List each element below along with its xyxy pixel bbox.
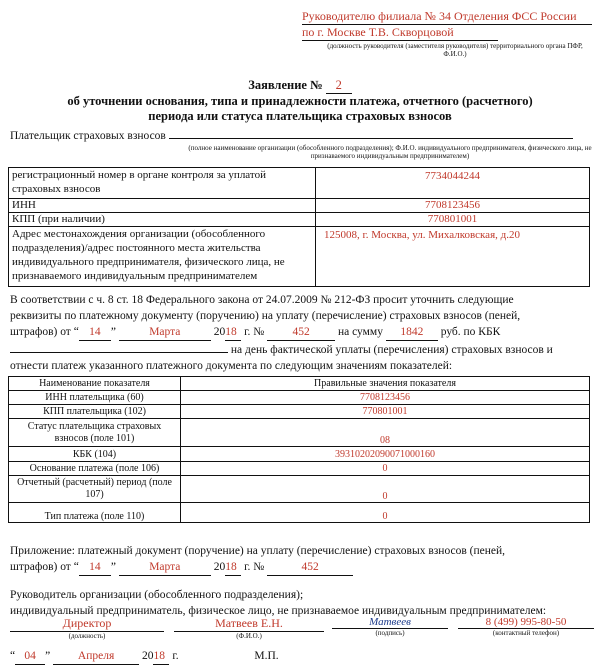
signature-line1: Руководитель организации (обособленного подразделения); [10, 589, 304, 601]
para-year: 18 [225, 324, 241, 341]
date-year-prefix: 20 [141, 650, 154, 662]
table-row [9, 503, 590, 523]
payer-note: (полное наименование организации (обособленного подразделения); Ф.И.О. индивидуального предпринимателя, физического лица, не признаваемого индивидуальным предпринимателем) [188, 144, 592, 160]
payer-table [8, 167, 590, 287]
table-row [9, 447, 590, 462]
date-month: Апреля [53, 648, 139, 665]
signature-handwritten: Матвеев [332, 616, 448, 629]
ind-label: Тип платежа (поле 110) [9, 503, 181, 523]
attachment-line2: штрафов) от “ 14 ” Марта 2018 г. № 452 [10, 559, 594, 576]
para-year-prefix: 20 [213, 326, 226, 338]
signature-sign-label: (подпись) [375, 629, 405, 637]
signature-position: Директор [10, 616, 164, 632]
title-line2: об уточнении основания, типа и принадлежности платежа, отчетного (расчетного) [67, 94, 533, 108]
addressee-line1: Руководителю филиала № 34 Отделения ФСС России [302, 9, 592, 25]
para-kbk-label: руб. по КБК [440, 326, 501, 338]
ind-value: 08 [181, 419, 590, 447]
ind-label: Основание платежа (поле 106) [9, 462, 181, 476]
ind-value: 770801001 [181, 405, 590, 419]
attachment-year: 18 [225, 559, 241, 576]
indicators-table [8, 376, 590, 523]
ind-label: Отчетный (расчетный) период (поле 107) [9, 476, 181, 503]
attachment-no-label: г. № [244, 561, 265, 573]
ind-label: Статус плательщика страховых взносов (поле 101) [9, 419, 181, 447]
table-row [9, 168, 590, 199]
doc-title [0, 78, 600, 94]
stamp-place-label: М.П. [254, 650, 279, 662]
addressee-note: (должность руководителя (заместителя руководителя) территориального органа ПФР, Ф.И.О.) [327, 42, 583, 58]
signature-line2: индивидуальный предприниматель, физическое лицо, не признаваемое индивидуальным предпринимателем: [10, 605, 547, 617]
table-row [9, 227, 590, 287]
ind-value: 39310202090071000160 [181, 447, 590, 462]
attachment-from-label: штрафов) от [10, 561, 71, 573]
payer-kpp-label: КПП (при наличии) [9, 213, 316, 227]
title-line3: периода или статуса плательщика страховых взносов [148, 109, 452, 123]
payer-name-line [169, 128, 573, 139]
title-number: 2 [326, 78, 352, 94]
ind-value: 0 [181, 462, 590, 476]
para-line4-text: на день фактической уплаты (перечисления) страховых взносов и [230, 344, 553, 356]
para-from-label: штрафов) от [10, 326, 71, 338]
ind-value: 0 [181, 503, 590, 523]
payer-kpp-value: 770801001 [316, 213, 590, 227]
col-header-name: Наименование показателя [9, 377, 181, 391]
table-row [9, 213, 590, 227]
payer-reg-value: 7734044244 [316, 168, 590, 199]
ind-label: КПП плательщика (102) [9, 405, 181, 419]
signature-position-label: (должность) [68, 632, 106, 640]
table-row [9, 391, 590, 405]
para-line1: В соответствии с ч. 8 ст. 18 Федерального закона от 24.07.2009 № 212-ФЗ просит уточнить следующие [10, 294, 514, 306]
para-sum-label: на сумму [337, 326, 383, 338]
payer-address-value: 125008, г. Москва, ул. Михалковская, д.20 [316, 227, 590, 287]
addressee-line2: по г. Москве Т.В. Скворцовой [302, 25, 498, 41]
attachment-day: 14 [79, 559, 111, 576]
payer-label: Плательщик страховых взносов [10, 130, 166, 142]
table-row [9, 405, 590, 419]
payer-inn-label: ИНН [9, 199, 316, 213]
table-row [9, 419, 590, 447]
para-sum: 1842 [386, 324, 438, 341]
payer-inn-value: 7708123456 [316, 199, 590, 213]
para-line5: отнести платеж указанного платежного документа по следующим значениям показателей: [10, 360, 453, 372]
para-kbk-line [10, 341, 228, 353]
table-header-row [9, 377, 590, 391]
para-line2: реквизиты по платежному документу (поручению) на уплату (перечисление) страховых взносов (пеней, [10, 310, 521, 322]
attachment-month: Марта [119, 559, 211, 576]
para-no-label: г. № [244, 326, 265, 338]
payer-address-label: Адрес местонахождения организации (обособленного подразделения)/адрес постоянного места жительства индивидуального предпринимателя, физического лица, не признаваемого индивидуальным предпринимателем [9, 227, 316, 287]
para-day: 14 [79, 324, 111, 341]
para-number: 452 [267, 324, 335, 341]
table-row [9, 476, 590, 503]
title-label: Заявление № [248, 78, 323, 92]
payer-reg-label: регистрационный номер в органе контроля за уплатой страховых взносов [9, 168, 316, 199]
col-header-value: Правильные значения показателя [181, 377, 590, 391]
attachment-number: 452 [267, 559, 353, 576]
para-line3: штрафов) от “ 14 ” Марта 2018 г. № 452 на сумму 1842 руб. по КБК [10, 324, 594, 341]
table-row [9, 199, 590, 213]
signature-fio: Матвеев Е.Н. [174, 616, 324, 632]
signature-phone: 8 (499) 995-80-50 [458, 616, 594, 629]
date-year: 18 [153, 648, 169, 665]
signature-fio-label: (Ф.И.О.) [236, 632, 262, 640]
signature-phone-label: (контактный телефон) [492, 629, 560, 637]
attachment-year-prefix: 20 [213, 561, 226, 573]
date-year-suffix: г. [172, 650, 179, 662]
date-day: 04 [15, 648, 45, 665]
table-row [9, 462, 590, 476]
ind-value: 0 [181, 476, 590, 503]
ind-label: КБК (104) [9, 447, 181, 462]
para-month: Марта [119, 324, 211, 341]
attachment-line1: Приложение: платежный документ (поручение) на уплату (перечисление) страховых взносов (пеней, [10, 545, 506, 557]
ind-label: ИНН плательщика (60) [9, 391, 181, 405]
para-line4 [10, 341, 594, 358]
ind-value: 7708123456 [181, 391, 590, 405]
